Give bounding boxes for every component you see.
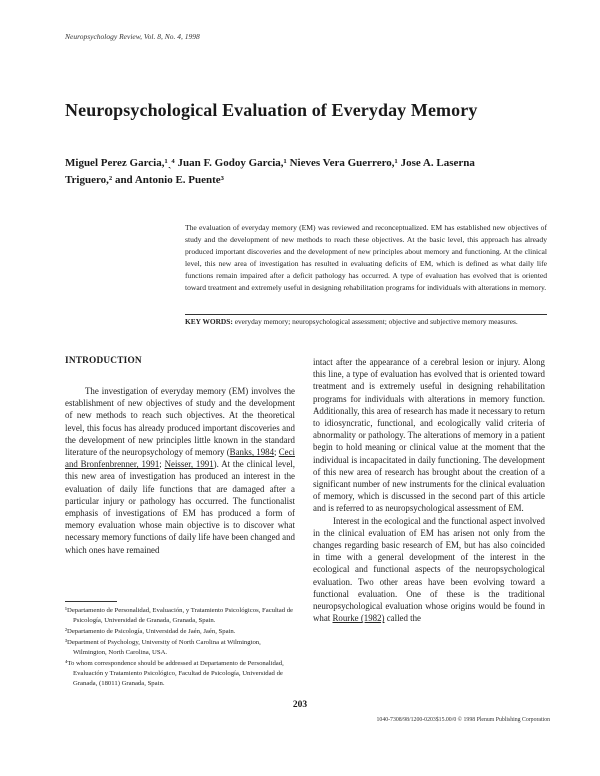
left-column — [65, 385, 295, 556]
intro-text-b: ). At the clinical level, this new area of investigation has produced an interest in the evaluation of daily life functions that are damaged after a particular injury or pathology has occurred. The functionalist emphasis of investigations of EM has produced a form of memory evaluation whose main objective is to discover what necessary memory functions of daily life have been changed and which ones have remained — [65, 459, 295, 555]
footnotes — [65, 606, 295, 690]
right-column — [313, 356, 545, 624]
intro-paragraph-1 — [65, 385, 295, 556]
footnote-divider — [65, 601, 117, 602]
footnote-4: ⁴To whom correspondence should be addressed at Departamento de Personalidad, Evaluación y Tratamiento Psicológico, Facultad de Psicología, Universidad de Granada, (18011) Granada, Spain. — [65, 660, 284, 687]
footnote-1: ¹Departamento de Personalidad, Evaluación, y Tratamiento Psicológicos, Facultad de Psicología, Universidad de Granada, Granada, Spain. — [65, 607, 294, 624]
keywords — [185, 316, 547, 328]
citation-link-banks[interactable]: Banks, 1984 — [229, 447, 275, 458]
keywords-divider — [185, 314, 547, 315]
abstract: The evaluation of everyday memory (EM) was reviewed and reconceptualized. EM has established new objectives of study and the development of new methods to reach these objectives. At the basic level, this approach has already produced important discoveries and the development of new principles about memory and functioning. At the clinical level, this new area of investigation has resulted in evaluating deficits of EM, which is defined as what daily life functions remain impaired after a deficit pathology has occurred. A type of evaluation has evolved that is oriented toward treatment and extremely useful in designing rehabilitation programs for individuals with alterations in memory. — [185, 223, 547, 292]
footnote-2: ²Departamento de Psicología, Universidad de Jaén, Jaén, Spain. — [65, 628, 236, 635]
article-title: Neuropsychological Evaluation of Everyday Memory — [65, 100, 478, 120]
right-text-b: called the — [384, 613, 421, 624]
intro-text-a: The investigation of everyday memory (EM) involves the establishment of new objectives of study and the development of new methods to reach such objectives. At the theoretical level, this focus has already produced important discoveries and the development of new principles little known in the standard literature of the neuropsychology of memory ( — [65, 386, 295, 458]
citation-link-neisser[interactable]: Neisser, 1991 — [164, 459, 214, 470]
citation-separator-1: ; — [274, 447, 279, 458]
right-paragraph-2 — [313, 515, 545, 625]
keywords-text: everyday memory; neuropsychological assessment; objective and subjective memory measures. — [234, 317, 518, 326]
citation-separator-2: ; — [159, 459, 165, 470]
copyright-line: 1040-7308/98/1200-0203$15.00/0 © 1998 Plenum Publishing Corporation — [376, 717, 550, 723]
author-list — [65, 155, 555, 189]
section-heading-introduction: INTRODUCTION — [65, 356, 142, 366]
right-text-a: Interest in the ecological and the functional aspect involved in the clinical evaluation of EM has arisen not only from the changes regarding basic research of EM, but has also coincided in time with a general development of the interest in the ecological and functional aspects of the neuropsychological evaluation. Two other areas have been evolving toward a functional evaluation. One of these is the traditional neuropsychological evaluation whose origins would be found in what — [313, 515, 545, 624]
author-line-2: Triguero,² and Antonio E. Puente³ — [65, 174, 224, 186]
right-paragraph-1: intact after the appearance of a cerebral lesion or injury. Along this line, a type of evaluation has evolved that is oriented toward treatment and is extremely useful in designing rehabilitation programs for individuals with alterations in memory function. Additionally, this area of research has made it necessary to return to idiosyncratic, functional, and ecologically valid criteria of abnormality or pathology. The alterations of memory in a patient begin to hold meaning or clinical value at the moment that the individual is incapacitated in daily functioning. The development of this new area of research has brought about the creation of a significant number of new instruments for the clinical evaluation of memory, which is discussed in the second part of this article and is referred to as neuropsychological assessment of EM. — [313, 357, 545, 514]
citation-link-rourke[interactable]: Rourke (1982) — [332, 613, 385, 624]
author-line-1: Miguel Perez Garcia,¹ˎ⁴ Juan F. Godoy Garcia,¹ Nieves Vera Guerrero,¹ Jose A. Laserna — [65, 157, 475, 169]
journal-citation: Neuropsychology Review, Vol. 8, No. 4, 1998 — [65, 32, 200, 41]
keywords-label: KEY WORDS: — [185, 317, 233, 326]
citation-link-ceci[interactable]: Ceci and Bronfenbrenner, 1991 — [65, 447, 296, 470]
page-number: 203 — [292, 700, 308, 710]
footnote-3: ³Department of Psychology, University of North Carolina at Wilmington, Wilmington, North Carolina, USA. — [65, 639, 261, 656]
